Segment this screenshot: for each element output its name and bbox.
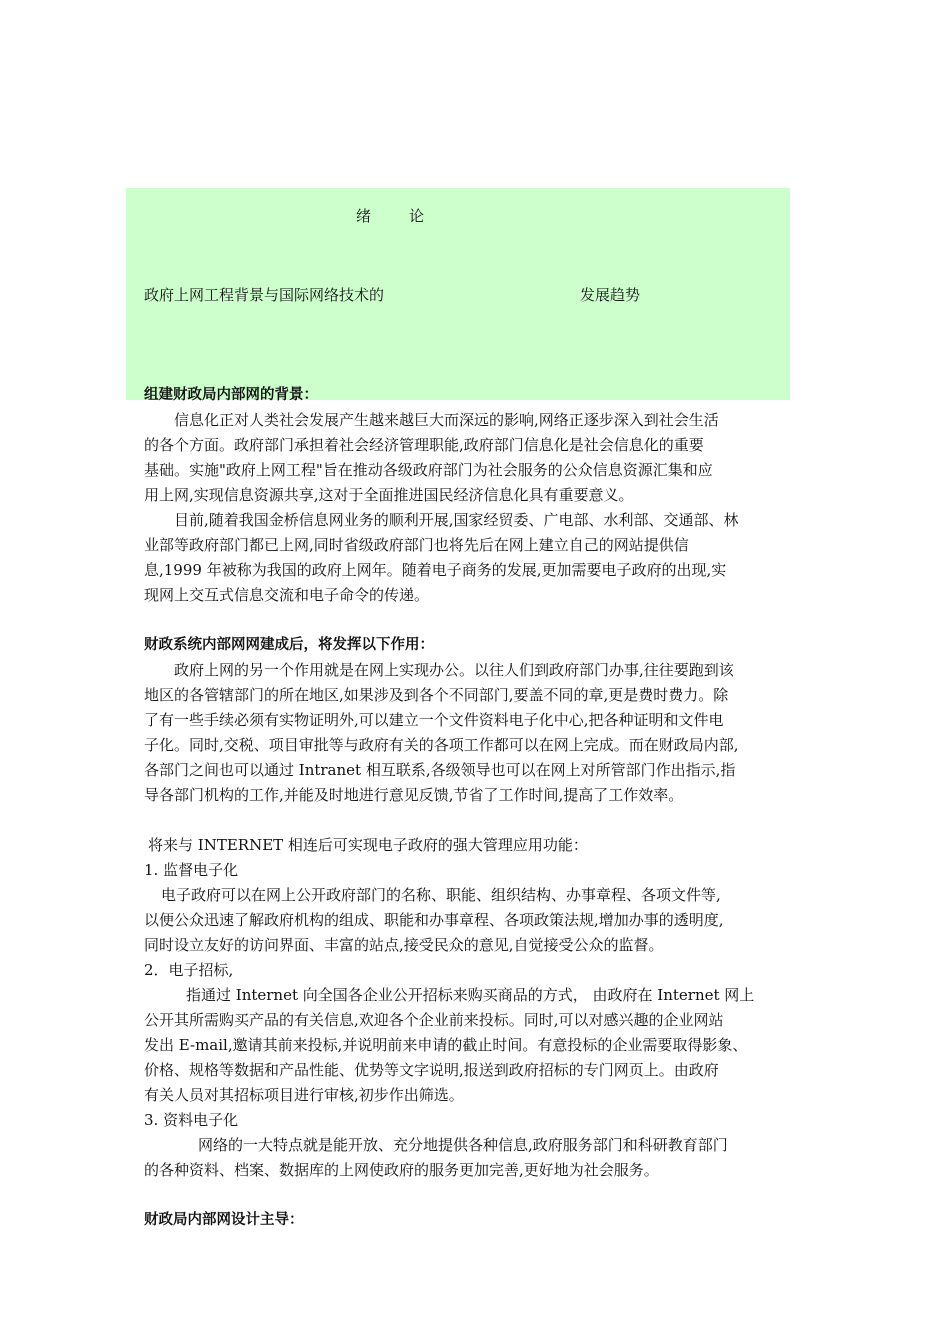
- paragraph-line: 发出 E-mail,邀请其前来投标,并说明前来申请的截止时间。有意投标的企业需要取得影象、: [144, 1036, 748, 1054]
- paragraph-line: 电子政府可以在网上公开政府部门的名称、职能、组织结构、办事章程、各项文件等,: [161, 886, 721, 904]
- paragraph-line: 各部门之间也可以通过 Intranet 相互联系,各级领导也可以在网上对所管部门作出指示,指: [144, 761, 736, 779]
- paragraph-line: 现网上交互式信息交流和电子命令的传递。: [144, 586, 430, 604]
- paragraph-line: 业部等政府部门都已上网,同时省级政府部门也将先后在网上建立自己的网站提供信: [144, 536, 689, 554]
- section-heading-design: 财政局内部网设计主导：: [144, 1212, 304, 1228]
- paragraph-line: 公开其所需购买产品的有关信息,欢迎各个企业前来投标。同时,可以对感兴趣的企业网站: [144, 1011, 724, 1029]
- paragraph-line: 用上网,实现信息资源共享,这对于全面推进国民经济信息化具有重要意义。: [144, 486, 634, 504]
- paragraph-line: 的各个方面。政府部门承担着社会经济管理职能,政府部门信息化是社会信息化的重要: [144, 436, 704, 454]
- paragraph-line: 信息化正对人类社会发展产生越来越巨大而深远的影响,网络正逐步深入到社会生活: [174, 411, 719, 429]
- paragraph-line: 导各部门机构的工作,并能及时地进行意见反馈,节省了工作时间,提高了工作效率。: [144, 786, 684, 804]
- section-heading-functions: 财政系统内部网网建成后，将发挥以下作用：: [144, 637, 434, 653]
- document-body: [144, 383, 816, 1233]
- paragraph-line: 的各种资料、档案、数据库的上网使政府的服务更加完善,更好地为社会服务。: [144, 1161, 659, 1179]
- paragraph-line: 网络的一大特点就是能开放、充分地提供各种信息,政府服务部门和科研教育部门: [198, 1136, 728, 1154]
- list-item-title: 1. 监督电子化: [144, 861, 239, 879]
- paragraph-line: 子化。同时,交税、项目审批等与政府有关的各项工作都可以在网上完成。而在财政局内部,: [144, 736, 739, 754]
- paragraph-line: 指通过 Internet 向全国各企业公开招标来购买商品的方式， 由政府在 Internet 网上: [186, 986, 755, 1004]
- paragraph-line: 政府上网的另一个作用就是在网上实现办公。以往人们到政府部门办事,往往要跑到该: [174, 661, 734, 679]
- section-heading-background: 组建财政局内部网的背景：: [144, 387, 318, 403]
- paragraph-line: 有关人员对其招标项目进行审核,初步作出筛选。: [144, 1086, 464, 1104]
- list-item-title: 3. 资料电子化: [144, 1111, 239, 1129]
- intro-line: 将来与 INTERNET 相连后可实现电子政府的强大管理应用功能：: [148, 836, 588, 854]
- paragraph-line: 地区的各管辖部门的所在地区,如果涉及到各个不同部门,要盖不同的章,更是费时费力。除: [144, 686, 729, 704]
- paragraph-line: 目前,随着我国金桥信息网业务的顺利开展,国家经贸委、广电部、水利部、交通部、林: [174, 511, 739, 529]
- page-title: 绪论: [356, 207, 463, 225]
- paragraph-line: 以便公众迅速了解政府机构的组成、职能和办事章程、各项政策法规,增加办事的透明度,: [144, 911, 724, 929]
- subtitle-left: 政府上网工程背景与国际网络技术的: [144, 286, 385, 304]
- paragraph-line: 价格、规格等数据和产品性能、优势等文字说明,报送到政府招标的专门网页上。由政府: [144, 1061, 719, 1079]
- paragraph-line: 同时设立友好的访问界面、丰富的站点,接受民众的意见,自觉接受公众的监督。: [144, 936, 664, 954]
- paragraph-line: 了有一些手续必须有实物证明外,可以建立一个文件资料电子化中心,把各种证明和文件电: [144, 711, 724, 729]
- list-item-title: 2．电子招标,: [144, 961, 234, 979]
- paragraph-line: 息,1999 年被称为我国的政府上网年。随着电子商务的发展,更加需要电子政府的出现,实: [144, 561, 727, 579]
- paragraph-line: 基础。实施"政府上网工程"旨在推动各级政府部门为社会服务的公众信息资源汇集和应: [144, 461, 713, 479]
- subtitle-right: 发展趋势: [580, 286, 641, 304]
